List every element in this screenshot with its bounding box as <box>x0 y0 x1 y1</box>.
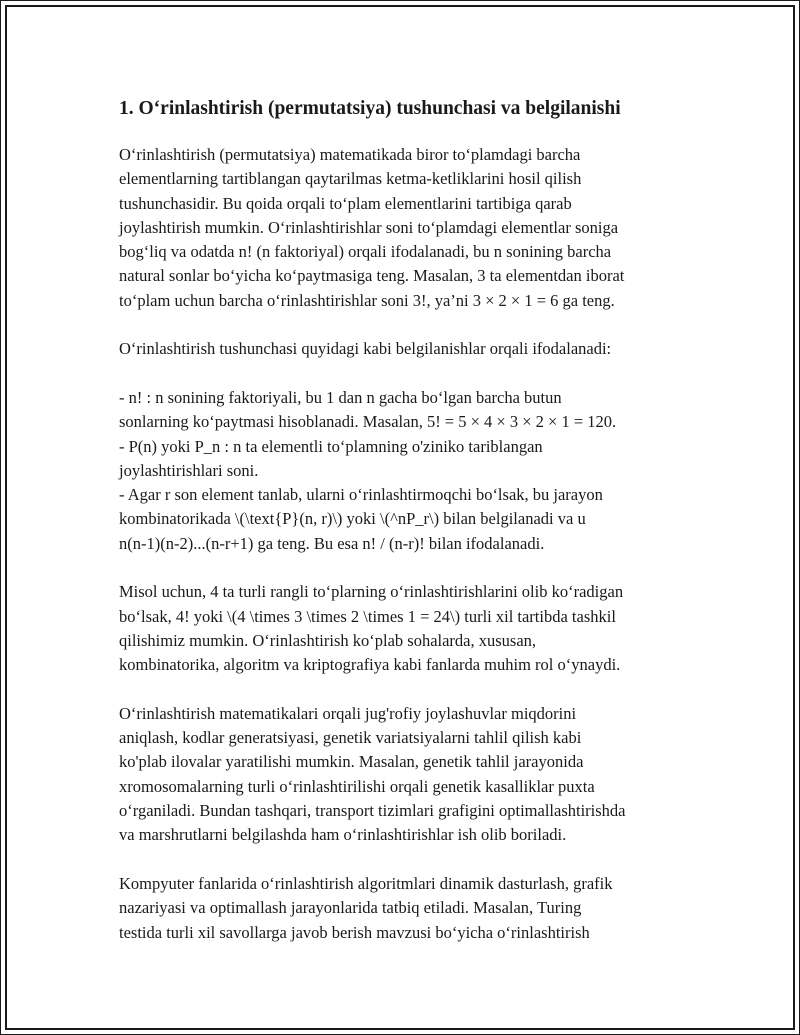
paragraph <box>119 702 679 848</box>
text-line: va marshrutlarni belgilashda ham o‘rinlashtirishlar ish olib boriladi. <box>119 825 567 845</box>
paragraph <box>119 143 679 313</box>
document-content <box>119 91 679 969</box>
paragraph <box>119 580 679 677</box>
text-line: ko'plab ilovalar yaratilishi mumkin. Masalan, genetik tahlil jarayonida <box>119 752 584 772</box>
text-line: sonlarning ko‘paytmasi hisoblanadi. Masalan, 5! = 5 × 4 × 3 × 2 × 1 = 120. <box>119 412 617 432</box>
paragraph <box>119 872 679 945</box>
text-line: to‘plam uchun barcha o‘rinlashtirishlar soni 3!, ya’ni 3 × 2 × 1 = 6 ga teng. <box>119 290 615 310</box>
text-line: kombinatorika, algoritm va kriptografiya kabi fanlarda muhim rol o‘ynaydi. <box>119 655 621 675</box>
text-line: - P(n) yoki P_n : n ta elementli to‘plamning o'ziniko tariblangan <box>119 436 543 456</box>
text-line: testida turli xil savollarga javob berish mavzusi bo‘yicha o‘rinlashtirish <box>119 922 590 942</box>
text-line: joylashtirish mumkin. O‘rinlashtirishlar soni to‘plamdagi elementlar soniga <box>119 217 619 237</box>
text-line: - n! : n sonining faktoriyali, bu 1 dan n gacha bo‘lgan barcha butun <box>119 387 562 407</box>
text-line: O‘rinlashtirish (permutatsiya) matematikada biror to‘plamdagi barcha <box>119 145 581 164</box>
text-line: qilishimiz mumkin. O‘rinlashtirish ko‘plab sohalarda, xususan, <box>119 630 537 650</box>
paragraphs-container <box>119 143 679 945</box>
text-line: o‘rganiladi. Bundan tashqari, transport tizimlari grafigini optimallashtirishda <box>119 801 626 821</box>
text-line: bo‘lsak, 4! yoki \(4 \times 3 \times 2 \times 1 = 24\) turli xil tartibda tashkil <box>119 606 616 626</box>
text-line: xromosomalarning turli o‘rinlashtirilishi orqali genetik kasalliklar puxta <box>119 776 595 796</box>
text-line: Misol uchun, 4 ta turli rangli to‘plarning o‘rinlashtirishlarini olib ko‘radigan <box>119 582 624 602</box>
text-line: tushunchasidir. Bu qoida orqali to‘plam elementlarini tartibiga qarab <box>119 193 572 213</box>
text-line: kombinatorikada \(\text{P}(n, r)\) yoki \(^nP_r\) bilan belgilanadi va u <box>119 509 586 529</box>
text-line: Kompyuter fanlarida o‘rinlashtirish algoritmlari dinamik dasturlash, grafik <box>119 873 613 893</box>
text-line: bog‘liq va odatda n! (n faktoriyal) orqali ifodalanadi, bu n sonining barcha <box>119 242 612 262</box>
section-heading: 1. O‘rinlashtirish (permutatsiya) tushunchasi va belgilanishi <box>119 98 621 119</box>
paragraph <box>119 337 679 361</box>
text-line: joylashtirishlari soni. <box>119 460 259 480</box>
text-line: n(n-1)(n-2)...(n-r+1) ga teng. Bu esa n! / (n-r)! bilan ifodalanadi. <box>119 533 545 553</box>
paragraph <box>119 386 679 556</box>
text-line: O‘rinlashtirish matematikalari orqali jug'rofiy joylashuvlar miqdorini <box>119 703 577 723</box>
text-line: natural sonlar bo‘yicha ko‘paytmasiga teng. Masalan, 3 ta elementdan iborat <box>119 266 625 286</box>
text-line: nazariyasi va optimallash jarayonlarida tatbiq etiladi. Masalan, Turing <box>119 898 582 918</box>
text-line: - Agar r son element tanlab, ularni o‘rinlashtirmoqchi bo‘lsak, bu jarayon <box>119 485 603 505</box>
text-line: O‘rinlashtirish tushunchasi quyidagi kabi belgilanishlar orqali ifodalanadi: <box>119 339 612 359</box>
text-line: aniqlash, kodlar generatsiyasi, genetik variatsiyalarni tahlil qilish kabi <box>119 728 582 748</box>
text-line: elementlarning tartiblangan qaytarilmas ketma-ketliklarini hosil qilish <box>119 169 582 189</box>
